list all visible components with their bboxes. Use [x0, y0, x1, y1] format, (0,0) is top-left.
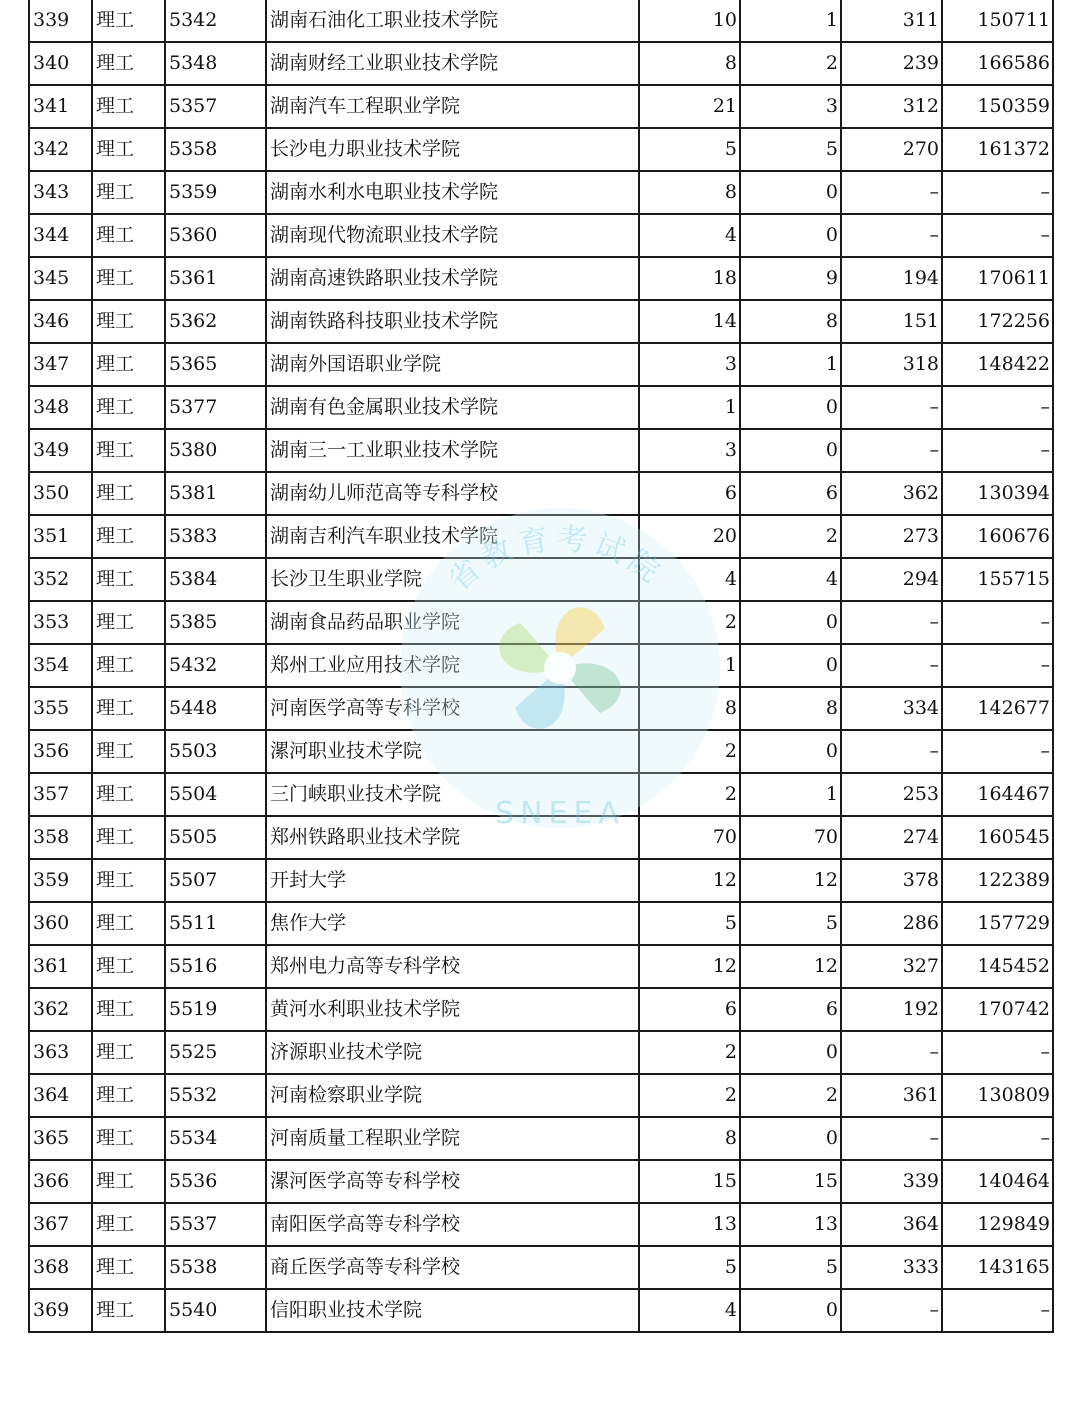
- row-index-cell: 365: [29, 1117, 92, 1160]
- min-score-cell: –: [841, 644, 942, 687]
- min-rank-cell: 157729: [942, 902, 1053, 945]
- table-row: [29, 1203, 1053, 1246]
- min-score-cell: 253: [841, 773, 942, 816]
- category-cell: 理工: [92, 171, 165, 214]
- min-rank-cell: 122389: [942, 859, 1053, 902]
- row-index-cell: 363: [29, 1031, 92, 1074]
- table-row: [29, 1117, 1053, 1160]
- school-name-cell: 湖南现代物流职业技术学院: [266, 214, 639, 257]
- category-cell: 理工: [92, 859, 165, 902]
- plan-count-cell: 15: [639, 1160, 740, 1203]
- row-index-cell: 364: [29, 1074, 92, 1117]
- school-name-cell: 河南检察职业学院: [266, 1074, 639, 1117]
- admitted-count-cell: 0: [740, 1289, 841, 1332]
- plan-count-cell: 6: [639, 472, 740, 515]
- min-score-cell: 339: [841, 1160, 942, 1203]
- min-score-cell: 334: [841, 687, 942, 730]
- min-rank-cell: –: [942, 601, 1053, 644]
- category-cell: 理工: [92, 1160, 165, 1203]
- min-rank-cell: 150711: [942, 0, 1053, 42]
- table-row: [29, 214, 1053, 257]
- admitted-count-cell: 0: [740, 214, 841, 257]
- table-row: [29, 42, 1053, 85]
- min-score-cell: –: [841, 1031, 942, 1074]
- category-cell: 理工: [92, 1031, 165, 1074]
- school-code-cell: 5380: [165, 429, 266, 472]
- school-code-cell: 5342: [165, 0, 266, 42]
- admitted-count-cell: 6: [740, 988, 841, 1031]
- min-score-cell: 239: [841, 42, 942, 85]
- plan-count-cell: 2: [639, 1031, 740, 1074]
- school-code-cell: 5503: [165, 730, 266, 773]
- min-score-cell: 270: [841, 128, 942, 171]
- min-rank-cell: 172256: [942, 300, 1053, 343]
- row-index-cell: 362: [29, 988, 92, 1031]
- category-cell: 理工: [92, 1289, 165, 1332]
- row-index-cell: 339: [29, 0, 92, 42]
- table-body: [29, 0, 1053, 1332]
- min-score-cell: 286: [841, 902, 942, 945]
- school-name-cell: 湖南外国语职业学院: [266, 343, 639, 386]
- row-index-cell: 357: [29, 773, 92, 816]
- category-cell: 理工: [92, 644, 165, 687]
- min-rank-cell: 148422: [942, 343, 1053, 386]
- category-cell: 理工: [92, 1117, 165, 1160]
- min-score-cell: 273: [841, 515, 942, 558]
- table-row: [29, 257, 1053, 300]
- plan-count-cell: 1: [639, 644, 740, 687]
- school-name-cell: 郑州电力高等专科学校: [266, 945, 639, 988]
- row-index-cell: 356: [29, 730, 92, 773]
- admitted-count-cell: 0: [740, 730, 841, 773]
- school-code-cell: 5365: [165, 343, 266, 386]
- school-name-cell: 湖南高速铁路职业技术学院: [266, 257, 639, 300]
- min-score-cell: –: [841, 1117, 942, 1160]
- category-cell: 理工: [92, 85, 165, 128]
- plan-count-cell: 4: [639, 214, 740, 257]
- admitted-count-cell: 1: [740, 0, 841, 42]
- school-name-cell: 湖南财经工业职业技术学院: [266, 42, 639, 85]
- min-score-cell: 318: [841, 343, 942, 386]
- school-code-cell: 5519: [165, 988, 266, 1031]
- category-cell: 理工: [92, 257, 165, 300]
- plan-count-cell: 8: [639, 42, 740, 85]
- plan-count-cell: 21: [639, 85, 740, 128]
- row-index-cell: 340: [29, 42, 92, 85]
- min-score-cell: 378: [841, 859, 942, 902]
- plan-count-cell: 6: [639, 988, 740, 1031]
- admitted-count-cell: 70: [740, 816, 841, 859]
- plan-count-cell: 8: [639, 171, 740, 214]
- plan-count-cell: 70: [639, 816, 740, 859]
- min-rank-cell: 166586: [942, 42, 1053, 85]
- min-rank-cell: –: [942, 1289, 1053, 1332]
- school-name-cell: 湖南石油化工职业技术学院: [266, 0, 639, 42]
- category-cell: 理工: [92, 988, 165, 1031]
- admitted-count-cell: 5: [740, 902, 841, 945]
- school-name-cell: 漯河医学高等专科学校: [266, 1160, 639, 1203]
- admitted-count-cell: 0: [740, 171, 841, 214]
- plan-count-cell: 18: [639, 257, 740, 300]
- min-score-cell: –: [841, 429, 942, 472]
- admitted-count-cell: 0: [740, 601, 841, 644]
- min-rank-cell: –: [942, 171, 1053, 214]
- school-code-cell: 5532: [165, 1074, 266, 1117]
- plan-count-cell: 2: [639, 601, 740, 644]
- school-name-cell: 湖南幼儿师范高等专科学校: [266, 472, 639, 515]
- min-score-cell: 364: [841, 1203, 942, 1246]
- min-score-cell: –: [841, 730, 942, 773]
- category-cell: 理工: [92, 1246, 165, 1289]
- school-name-cell: 济源职业技术学院: [266, 1031, 639, 1074]
- plan-count-cell: 1: [639, 386, 740, 429]
- admitted-count-cell: 0: [740, 644, 841, 687]
- min-rank-cell: –: [942, 214, 1053, 257]
- table-row: [29, 472, 1053, 515]
- row-index-cell: 351: [29, 515, 92, 558]
- admitted-count-cell: 0: [740, 429, 841, 472]
- table-row: [29, 601, 1053, 644]
- admitted-count-cell: 8: [740, 300, 841, 343]
- category-cell: 理工: [92, 515, 165, 558]
- plan-count-cell: 4: [639, 1289, 740, 1332]
- admitted-count-cell: 2: [740, 42, 841, 85]
- min-score-cell: 312: [841, 85, 942, 128]
- table-row: [29, 644, 1053, 687]
- category-cell: 理工: [92, 386, 165, 429]
- school-code-cell: 5358: [165, 128, 266, 171]
- row-index-cell: 343: [29, 171, 92, 214]
- school-code-cell: 5377: [165, 386, 266, 429]
- school-code-cell: 5348: [165, 42, 266, 85]
- row-index-cell: 348: [29, 386, 92, 429]
- school-name-cell: 漯河职业技术学院: [266, 730, 639, 773]
- category-cell: 理工: [92, 816, 165, 859]
- table-row: [29, 1031, 1053, 1074]
- table-row: [29, 687, 1053, 730]
- watermark-latin-text: SNEEA: [495, 796, 625, 831]
- row-index-cell: 367: [29, 1203, 92, 1246]
- school-code-cell: 5504: [165, 773, 266, 816]
- min-rank-cell: –: [942, 644, 1053, 687]
- table-row: [29, 558, 1053, 601]
- row-index-cell: 369: [29, 1289, 92, 1332]
- min-rank-cell: –: [942, 1031, 1053, 1074]
- row-index-cell: 358: [29, 816, 92, 859]
- category-cell: 理工: [92, 687, 165, 730]
- school-name-cell: 三门峡职业技术学院: [266, 773, 639, 816]
- school-code-cell: 5384: [165, 558, 266, 601]
- school-name-cell: 郑州铁路职业技术学院: [266, 816, 639, 859]
- plan-count-cell: 3: [639, 343, 740, 386]
- school-name-cell: 郑州工业应用技术学院: [266, 644, 639, 687]
- school-name-cell: 湖南食品药品职业学院: [266, 601, 639, 644]
- school-name-cell: 湖南汽车工程职业学院: [266, 85, 639, 128]
- admitted-count-cell: 0: [740, 1117, 841, 1160]
- table-row: [29, 1246, 1053, 1289]
- plan-count-cell: 5: [639, 128, 740, 171]
- min-rank-cell: 161372: [942, 128, 1053, 171]
- school-code-cell: 5511: [165, 902, 266, 945]
- school-name-cell: 湖南铁路科技职业技术学院: [266, 300, 639, 343]
- school-name-cell: 长沙电力职业技术学院: [266, 128, 639, 171]
- row-index-cell: 341: [29, 85, 92, 128]
- row-index-cell: 368: [29, 1246, 92, 1289]
- min-rank-cell: 164467: [942, 773, 1053, 816]
- school-name-cell: 焦作大学: [266, 902, 639, 945]
- admitted-count-cell: 12: [740, 945, 841, 988]
- school-name-cell: 湖南吉利汽车职业技术学院: [266, 515, 639, 558]
- row-index-cell: 354: [29, 644, 92, 687]
- school-name-cell: 开封大学: [266, 859, 639, 902]
- table-row: [29, 859, 1053, 902]
- category-cell: 理工: [92, 214, 165, 257]
- min-rank-cell: 170611: [942, 257, 1053, 300]
- row-index-cell: 347: [29, 343, 92, 386]
- plan-count-cell: 8: [639, 687, 740, 730]
- school-code-cell: 5540: [165, 1289, 266, 1332]
- plan-count-cell: 12: [639, 859, 740, 902]
- row-index-cell: 350: [29, 472, 92, 515]
- category-cell: 理工: [92, 343, 165, 386]
- school-code-cell: 5362: [165, 300, 266, 343]
- category-cell: 理工: [92, 558, 165, 601]
- min-score-cell: 274: [841, 816, 942, 859]
- category-cell: 理工: [92, 1074, 165, 1117]
- row-index-cell: 360: [29, 902, 92, 945]
- min-rank-cell: –: [942, 1117, 1053, 1160]
- row-index-cell: 346: [29, 300, 92, 343]
- row-index-cell: 355: [29, 687, 92, 730]
- admitted-count-cell: 1: [740, 773, 841, 816]
- min-rank-cell: 160676: [942, 515, 1053, 558]
- table-row: [29, 128, 1053, 171]
- min-rank-cell: –: [942, 429, 1053, 472]
- school-code-cell: 5538: [165, 1246, 266, 1289]
- school-code-cell: 5525: [165, 1031, 266, 1074]
- category-cell: 理工: [92, 902, 165, 945]
- school-name-cell: 黄河水利职业技术学院: [266, 988, 639, 1031]
- admitted-count-cell: 0: [740, 1031, 841, 1074]
- table-row: [29, 1074, 1053, 1117]
- admitted-count-cell: 6: [740, 472, 841, 515]
- school-code-cell: 5432: [165, 644, 266, 687]
- category-cell: 理工: [92, 1203, 165, 1246]
- min-score-cell: 333: [841, 1246, 942, 1289]
- min-score-cell: 151: [841, 300, 942, 343]
- min-score-cell: 327: [841, 945, 942, 988]
- school-name-cell: 湖南水利水电职业技术学院: [266, 171, 639, 214]
- min-rank-cell: 140464: [942, 1160, 1053, 1203]
- row-index-cell: 342: [29, 128, 92, 171]
- school-name-cell: 湖南有色金属职业技术学院: [266, 386, 639, 429]
- admitted-count-cell: 2: [740, 1074, 841, 1117]
- plan-count-cell: 20: [639, 515, 740, 558]
- min-rank-cell: 150359: [942, 85, 1053, 128]
- admitted-count-cell: 8: [740, 687, 841, 730]
- admitted-count-cell: 9: [740, 257, 841, 300]
- table-row: [29, 773, 1053, 816]
- table-row: [29, 902, 1053, 945]
- school-code-cell: 5537: [165, 1203, 266, 1246]
- category-cell: 理工: [92, 773, 165, 816]
- school-code-cell: 5505: [165, 816, 266, 859]
- row-index-cell: 361: [29, 945, 92, 988]
- row-index-cell: 359: [29, 859, 92, 902]
- table-row: [29, 816, 1053, 859]
- table-row: [29, 945, 1053, 988]
- table-row: [29, 988, 1053, 1031]
- admitted-count-cell: 15: [740, 1160, 841, 1203]
- min-rank-cell: 145452: [942, 945, 1053, 988]
- plan-count-cell: 2: [639, 1074, 740, 1117]
- school-code-cell: 5359: [165, 171, 266, 214]
- table-row: [29, 171, 1053, 214]
- row-index-cell: 345: [29, 257, 92, 300]
- plan-count-cell: 2: [639, 730, 740, 773]
- category-cell: 理工: [92, 945, 165, 988]
- category-cell: 理工: [92, 128, 165, 171]
- category-cell: 理工: [92, 0, 165, 42]
- min-score-cell: –: [841, 386, 942, 429]
- table-row: [29, 1289, 1053, 1332]
- school-code-cell: 5383: [165, 515, 266, 558]
- table-row: [29, 730, 1053, 773]
- school-name-cell: 湖南三一工业职业技术学院: [266, 429, 639, 472]
- table-row: [29, 85, 1053, 128]
- admitted-count-cell: 2: [740, 515, 841, 558]
- min-rank-cell: –: [942, 386, 1053, 429]
- admitted-count-cell: 0: [740, 386, 841, 429]
- school-name-cell: 商丘医学高等专科学校: [266, 1246, 639, 1289]
- school-code-cell: 5536: [165, 1160, 266, 1203]
- plan-count-cell: 5: [639, 902, 740, 945]
- min-rank-cell: 130394: [942, 472, 1053, 515]
- min-score-cell: 294: [841, 558, 942, 601]
- admitted-count-cell: 1: [740, 343, 841, 386]
- min-score-cell: –: [841, 214, 942, 257]
- plan-count-cell: 5: [639, 1246, 740, 1289]
- school-code-cell: 5534: [165, 1117, 266, 1160]
- min-rank-cell: 142677: [942, 687, 1053, 730]
- category-cell: 理工: [92, 429, 165, 472]
- admitted-count-cell: 13: [740, 1203, 841, 1246]
- table-row: [29, 300, 1053, 343]
- min-score-cell: 311: [841, 0, 942, 42]
- plan-count-cell: 14: [639, 300, 740, 343]
- min-rank-cell: 160545: [942, 816, 1053, 859]
- school-name-cell: 信阳职业技术学院: [266, 1289, 639, 1332]
- min-rank-cell: 170742: [942, 988, 1053, 1031]
- school-code-cell: 5507: [165, 859, 266, 902]
- row-index-cell: 349: [29, 429, 92, 472]
- school-name-cell: 长沙卫生职业学院: [266, 558, 639, 601]
- min-rank-cell: 155715: [942, 558, 1053, 601]
- table-row: [29, 386, 1053, 429]
- row-index-cell: 353: [29, 601, 92, 644]
- category-cell: 理工: [92, 472, 165, 515]
- plan-count-cell: 10: [639, 0, 740, 42]
- admitted-count-cell: 3: [740, 85, 841, 128]
- school-name-cell: 河南医学高等专科学校: [266, 687, 639, 730]
- school-name-cell: 南阳医学高等专科学校: [266, 1203, 639, 1246]
- table-row: [29, 0, 1053, 42]
- min-score-cell: –: [841, 171, 942, 214]
- min-score-cell: –: [841, 601, 942, 644]
- table-row: [29, 1160, 1053, 1203]
- min-rank-cell: 130809: [942, 1074, 1053, 1117]
- school-code-cell: 5448: [165, 687, 266, 730]
- category-cell: 理工: [92, 300, 165, 343]
- min-score-cell: 192: [841, 988, 942, 1031]
- min-score-cell: 362: [841, 472, 942, 515]
- plan-count-cell: 13: [639, 1203, 740, 1246]
- plan-count-cell: 12: [639, 945, 740, 988]
- table-row: [29, 515, 1053, 558]
- school-name-cell: 河南质量工程职业学院: [266, 1117, 639, 1160]
- row-index-cell: 344: [29, 214, 92, 257]
- plan-count-cell: 3: [639, 429, 740, 472]
- school-code-cell: 5361: [165, 257, 266, 300]
- min-score-cell: 361: [841, 1074, 942, 1117]
- row-index-cell: 366: [29, 1160, 92, 1203]
- school-code-cell: 5516: [165, 945, 266, 988]
- admitted-count-cell: 12: [740, 859, 841, 902]
- min-rank-cell: 129849: [942, 1203, 1053, 1246]
- category-cell: 理工: [92, 730, 165, 773]
- min-rank-cell: 143165: [942, 1246, 1053, 1289]
- min-rank-cell: –: [942, 730, 1053, 773]
- school-code-cell: 5385: [165, 601, 266, 644]
- min-score-cell: –: [841, 1289, 942, 1332]
- category-cell: 理工: [92, 601, 165, 644]
- school-code-cell: 5360: [165, 214, 266, 257]
- plan-count-cell: 8: [639, 1117, 740, 1160]
- school-code-cell: 5357: [165, 85, 266, 128]
- table-row: [29, 343, 1053, 386]
- school-code-cell: 5381: [165, 472, 266, 515]
- category-cell: 理工: [92, 42, 165, 85]
- admitted-count-cell: 5: [740, 1246, 841, 1289]
- plan-count-cell: 4: [639, 558, 740, 601]
- plan-count-cell: 2: [639, 773, 740, 816]
- min-score-cell: 194: [841, 257, 942, 300]
- admitted-count-cell: 5: [740, 128, 841, 171]
- admission-table: [28, 0, 1054, 1333]
- watermark-arc-text: 省教育考试院: [442, 521, 671, 599]
- admitted-count-cell: 4: [740, 558, 841, 601]
- row-index-cell: 352: [29, 558, 92, 601]
- table-row: [29, 429, 1053, 472]
